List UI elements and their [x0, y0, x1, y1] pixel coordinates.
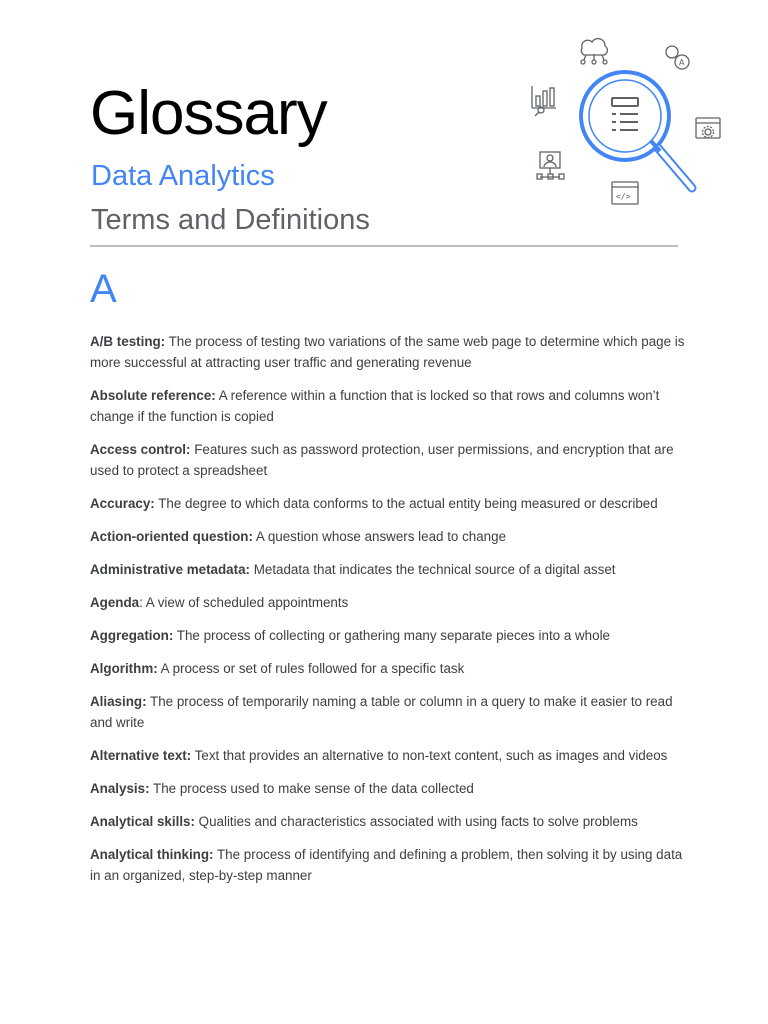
glossary-definition: The process of identifying and defining a problem, then solving it by using data in an organized, step-by-step manner: [90, 847, 683, 883]
glossary-definition: The degree to which data conforms to the actual entity being measured or described: [154, 496, 658, 511]
glossary-entry: [90, 526, 690, 547]
glossary-term: Algorithm:: [90, 661, 158, 676]
glossary-term: A/B testing:: [90, 334, 166, 349]
glossary-entry: [90, 439, 690, 481]
svg-text:</>: </>: [616, 192, 631, 201]
glossary-entry: [90, 493, 690, 514]
glossary-term: Aliasing:: [90, 694, 147, 709]
cloud-network-icon: [581, 39, 607, 64]
glossary-entry: [90, 658, 690, 679]
glossary-term: Agenda: [90, 595, 140, 610]
glossary-entry: [90, 385, 690, 427]
glossary-entry: [90, 592, 690, 613]
glossary-entry: [90, 778, 690, 799]
glossary-term: Access control:: [90, 442, 191, 457]
glossary-term: Aggregation:: [90, 628, 174, 643]
user-network-icon: [537, 152, 564, 179]
glossary-definition: A process or set of rules followed for a specific task: [157, 661, 465, 676]
glossary-definition: The process used to make sense of the data collected: [149, 781, 474, 796]
glossary-entry: [90, 559, 690, 580]
glossary-definition: Metadata that indicates the technical source of a digital asset: [250, 562, 616, 577]
chat-bubbles-icon: [666, 46, 689, 69]
glossary-definition: Text that provides an alternative to non-text content, such as images and videos: [191, 748, 668, 763]
section-subtitle: Terms and Definitions: [91, 204, 370, 236]
glossary-entry: [90, 745, 690, 766]
glossary-term: Analytical skills:: [90, 814, 195, 829]
course-subtitle: Data Analytics: [91, 160, 275, 192]
section-letter: A: [90, 267, 117, 311]
glossary-term: Absolute reference:: [90, 388, 216, 403]
glossary-definition: A question whose answers lead to change: [252, 529, 507, 544]
glossary-definition: Qualities and characteristics associated with using facts to solve problems: [194, 814, 638, 829]
glossary-term: Administrative metadata:: [90, 562, 250, 577]
glossary-entry: [90, 331, 690, 373]
glossary-definition: Features such as password protection, user permissions, and encryption that are used to protect a spreadsheet: [90, 442, 674, 478]
glossary-definition: The process of temporarily naming a table or column in a query to make it easier to read and write: [90, 694, 673, 730]
code-window-icon: [612, 182, 638, 204]
chart-icon: [532, 86, 556, 116]
glossary-definition: A reference within a function that is locked so that rows and columns won’t change if the function is copied: [90, 388, 660, 424]
glossary-definition: The process of testing two variations of the same web page to determine which page is more successful at attracting user traffic and generating revenue: [90, 334, 685, 370]
title-divider: [90, 245, 678, 247]
settings-window-icon: [696, 118, 720, 138]
glossary-term: Analytical thinking:: [90, 847, 214, 862]
glossary-entry: [90, 691, 690, 733]
glossary-entry: [90, 844, 690, 886]
glossary-entry: [90, 811, 690, 832]
svg-text:A: A: [679, 58, 685, 67]
glossary-term: Accuracy:: [90, 496, 155, 511]
glossary-definition: The process of collecting or gathering many separate pieces into a whole: [173, 628, 610, 643]
page-title: Glossary: [90, 79, 327, 148]
glossary-term: Alternative text:: [90, 748, 192, 763]
glossary-entry: [90, 625, 690, 646]
glossary-list: [90, 331, 690, 898]
glossary-term: Action-oriented question:: [90, 529, 253, 544]
glossary-definition: : A view of scheduled appointments: [139, 595, 349, 610]
list-icon: [612, 98, 638, 130]
glossary-illustration: [520, 28, 730, 218]
glossary-term: Analysis:: [90, 781, 150, 796]
